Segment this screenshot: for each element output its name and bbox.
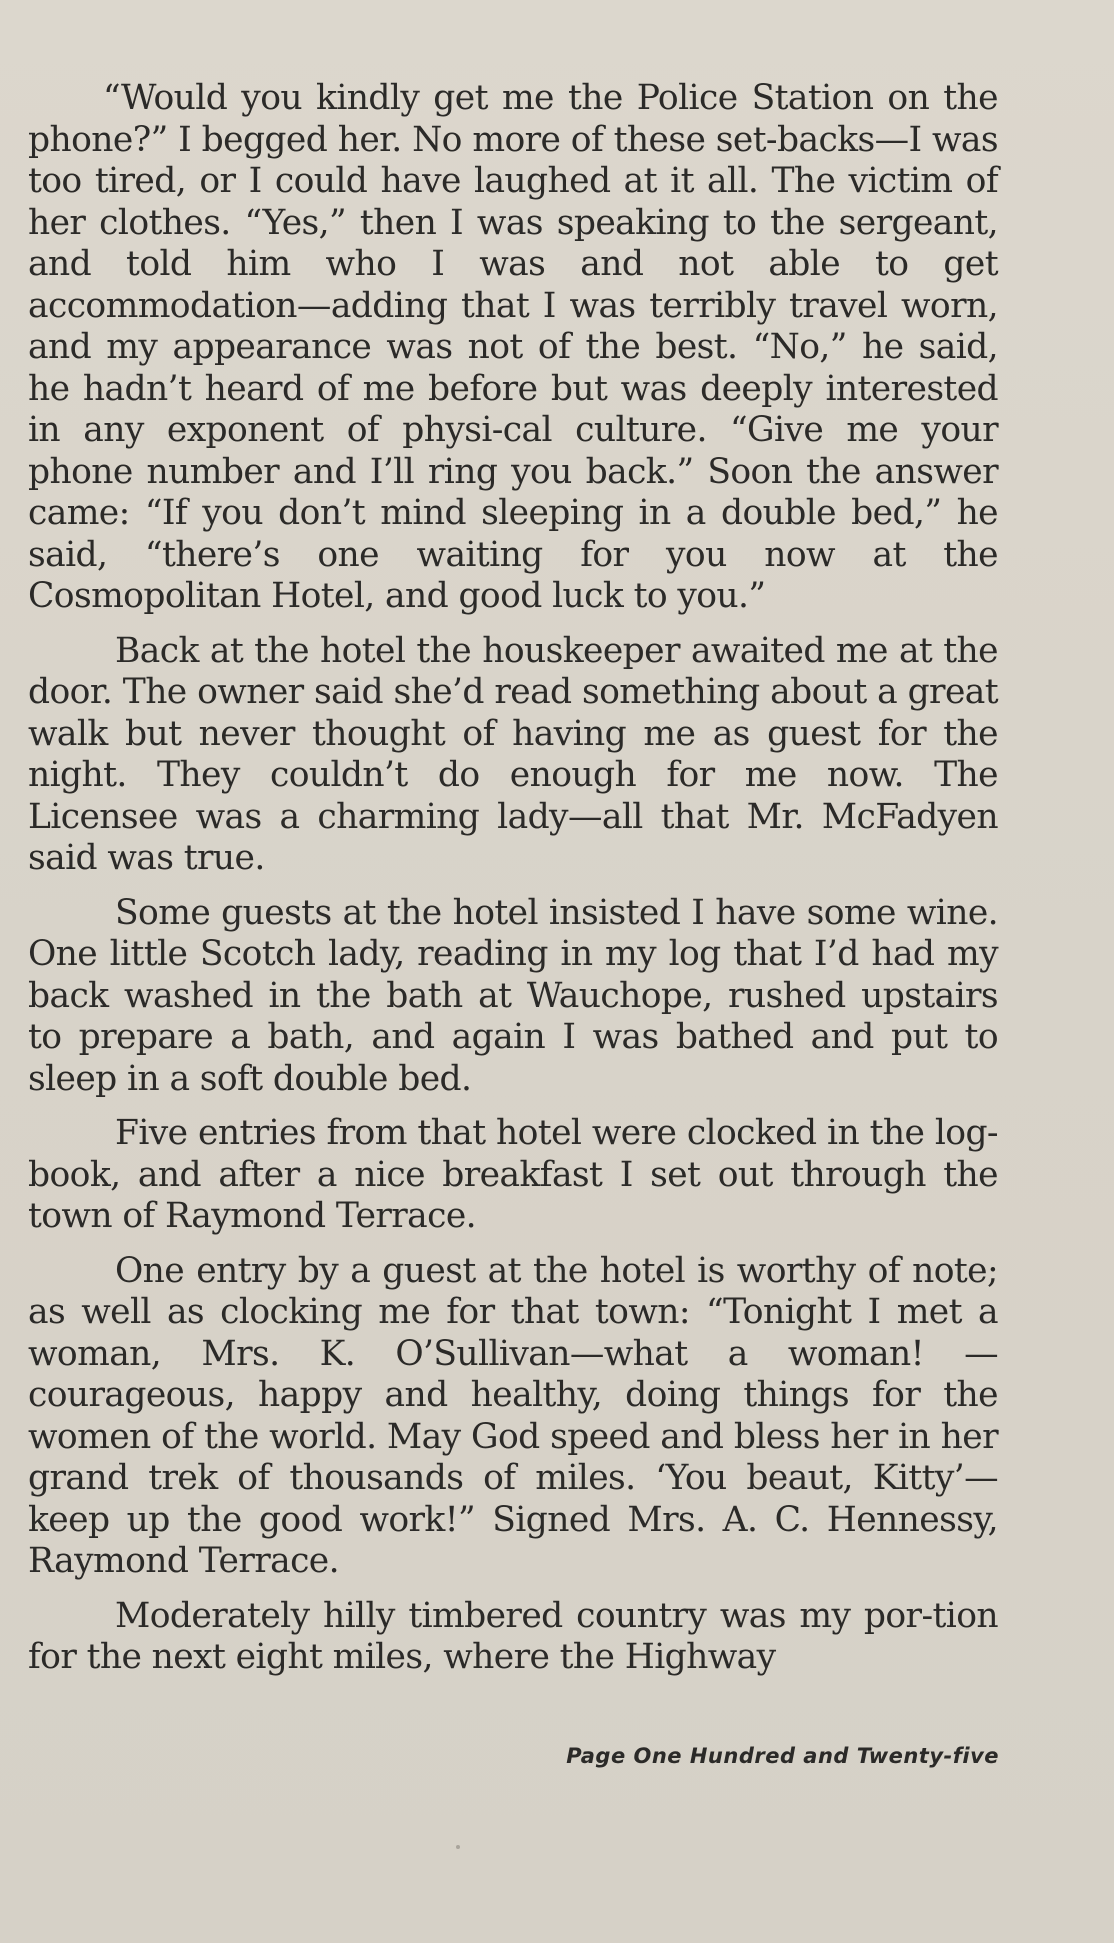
paragraph-scotch-lady-bath: Some guests at the hotel insisted I have some wine. One little Scotch lady, reading in my log that I’d had my back washed in the bath at Wauchope, rushed upstairs to prepare a bath, and again I was bathed and put to sleep in a soft double bed. — [28, 892, 998, 1099]
paper-speck — [456, 1845, 460, 1849]
page-number: Page One Hundred and Twenty-five — [566, 1744, 999, 1768]
paragraph-hilly-country: Moderately hilly timbered country was my por-tion for the next eight miles, where the Highway — [28, 1595, 998, 1677]
paragraph-log-book-entries: Five entries from that hotel were clocked in the log-book, and after a nice breakfast I set out through the town of Raymond Terrace. — [28, 1113, 998, 1236]
paragraph-guest-entry: One entry by a guest at the hotel is worthy of note; as well as clocking me for that town: “Tonight I met a woman, Mrs. K. O’Sullivan—what a woman! —courageous, happy and healthy, doing things for the women of the world. May God speed and bless her in her grand trek of thousands of miles. ‘You beaut, Kitty’—keep up the good work!” Signed Mrs. A. C. Hennessy, Raymond Terrace. — [28, 1250, 998, 1581]
page-body — [28, 78, 998, 1692]
paragraph-hotel-housekeeper: Back at the hotel the houskeeper awaited me at the door. The owner said she’d read something about a great walk but never thought of having me as guest for the night. They couldn’t do enough for me now. The Licensee was a charming lady—all that Mr. McFadyen said was true. — [28, 630, 998, 878]
paragraph-police-phone-call: “Would you kindly get me the Police Station on the phone?” I begged her. No more of these set-backs—I was too tired, or I could have laughed at it all. The victim of her clothes. “Yes,” then I was speaking to the sergeant, and told him who I was and not able to get accommodation—adding that I was terribly travel worn, and my appearance was not of the best. “No,” he said, he hadn’t heard of me before but was deeply interested in any exponent of physi-cal culture. “Give me your phone number and I’ll ring you back.” Soon the answer came: “If you don’t mind sleeping in a double bed,” he said, “there’s one waiting for you now at the Cosmopolitan Hotel, and good luck to you.” — [28, 78, 998, 616]
